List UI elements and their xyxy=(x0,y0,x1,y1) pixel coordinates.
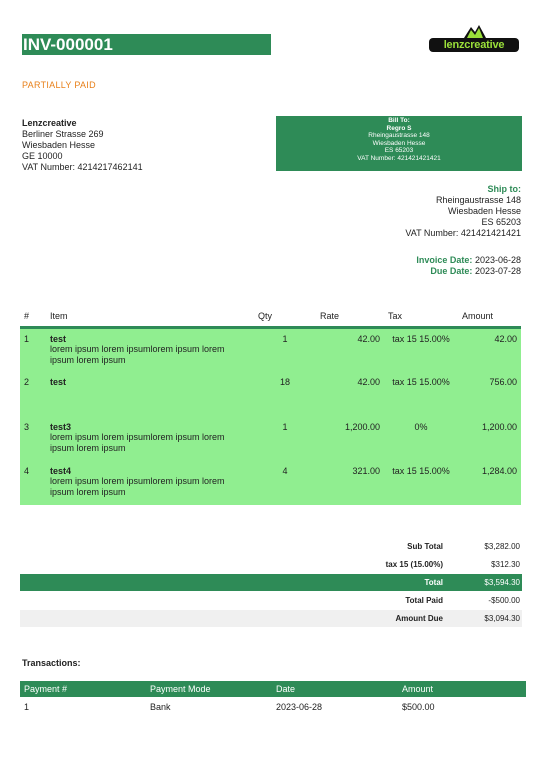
ship-to-street: Rheingaustrasse 148 xyxy=(435,195,521,205)
due-date-value: 2023-07-28 xyxy=(474,266,521,276)
row-amount: 42.00 xyxy=(458,328,521,372)
seller-address xyxy=(22,118,143,173)
row-qty: 1 xyxy=(254,417,316,461)
col-mode: Payment Mode xyxy=(146,681,272,697)
col-item: Item xyxy=(46,307,254,328)
seller-zip: GE 10000 xyxy=(22,151,63,161)
tax-row xyxy=(20,556,522,573)
bill-to-vat: VAT Number: 421421421421 xyxy=(357,154,441,162)
bill-to-label: Bill To: xyxy=(388,117,410,124)
seller-street: Berliner Strasse 269 xyxy=(22,129,104,139)
row-tax: tax 15 15.00% xyxy=(384,328,458,372)
table-row xyxy=(20,328,521,372)
bill-to-zip: ES 65203 xyxy=(384,147,414,155)
col-rate: Rate xyxy=(316,307,384,328)
subtotal-label: Sub Total xyxy=(407,542,443,551)
subtotal-row xyxy=(20,538,522,555)
invoice-dates xyxy=(416,255,521,277)
ship-to-vat: VAT Number: 421421421421 xyxy=(405,228,521,238)
amount-due-row xyxy=(20,610,522,627)
due-value: $3,094.30 xyxy=(484,614,520,623)
row-amount: 1,284.00 xyxy=(458,461,521,505)
tx-mode: Bank xyxy=(150,702,171,712)
tx-date: 2023-06-28 xyxy=(276,702,323,712)
due-date-label: Due Date: xyxy=(430,266,473,276)
items-header-row xyxy=(20,307,521,328)
item-desc: lorem ipsum lorem ipsumlorem ipsum lorem ipsum lorem ipsum xyxy=(50,431,225,453)
status-label: PARTIALLY PAID xyxy=(22,80,96,90)
invoice-date-value: 2023-06-28 xyxy=(474,255,521,265)
row-num: 1 xyxy=(20,328,46,372)
row-tax: 0% xyxy=(384,417,458,461)
col-amount: Amount xyxy=(458,307,521,328)
col-num: # xyxy=(20,307,46,328)
bill-to-name: Regro S xyxy=(386,124,412,132)
bill-to-street: Rheingaustrasse 148 xyxy=(368,132,430,140)
paid-label: Total Paid xyxy=(405,596,443,605)
row-tax: tax 15 15.00% xyxy=(384,461,458,505)
tax-label: tax 15 (15.00%) xyxy=(385,560,443,569)
row-rate: 321.00 xyxy=(316,461,384,505)
item-desc: lorem ipsum lorem ipsumlorem ipsum lorem ipsum lorem ipsum xyxy=(50,344,225,365)
item-name: test xyxy=(50,376,67,387)
tax-value: $312.30 xyxy=(491,560,520,569)
ship-to-zip: ES 65203 xyxy=(481,217,521,227)
paid-row xyxy=(20,592,522,609)
item-name: test4 xyxy=(50,465,72,476)
row-item xyxy=(46,328,254,372)
transactions-title: Transactions: xyxy=(22,658,81,668)
bill-to-city: Wiesbaden Hesse xyxy=(372,139,426,147)
row-amount: 1,200.00 xyxy=(458,417,521,461)
tx-payment: 1 xyxy=(24,702,30,712)
ship-to-label: Ship to: xyxy=(487,184,521,194)
tx-amount: $500.00 xyxy=(402,702,435,712)
total-value: $3,594.30 xyxy=(484,578,520,587)
row-item xyxy=(46,461,254,505)
col-payment: Payment # xyxy=(20,681,146,697)
paid-value: -$500.00 xyxy=(488,596,520,605)
total-row xyxy=(20,574,522,591)
row-item xyxy=(46,417,254,461)
row-rate: 42.00 xyxy=(316,328,384,372)
invoice-number: INV-000001 xyxy=(22,34,271,55)
row-qty: 4 xyxy=(254,461,316,505)
due-label: Amount Due xyxy=(395,614,443,623)
row-item xyxy=(46,372,254,417)
mountain-icon xyxy=(464,24,486,38)
subtotal-value: $3,282.00 xyxy=(484,542,520,551)
table-row xyxy=(20,697,526,717)
item-name: test3 xyxy=(50,421,72,432)
ship-to-city: Wiesbaden Hesse xyxy=(447,206,521,216)
row-qty: 18 xyxy=(254,372,316,417)
row-amount: 756.00 xyxy=(458,372,521,417)
row-num: 4 xyxy=(20,461,46,505)
row-rate: 1,200.00 xyxy=(316,417,384,461)
table-row xyxy=(20,461,521,505)
items-table xyxy=(20,307,521,505)
total-label: Total xyxy=(424,578,443,587)
table-row xyxy=(20,372,521,417)
col-tax: Tax xyxy=(384,307,458,328)
table-row xyxy=(20,417,521,461)
transactions-header-row xyxy=(20,681,526,697)
logo-text: lenzcreative xyxy=(429,38,519,52)
col-amount: Amount xyxy=(398,681,526,697)
col-qty: Qty xyxy=(254,307,316,328)
row-rate: 42.00 xyxy=(316,372,384,417)
company-logo xyxy=(429,24,519,54)
seller-vat: VAT Number: 4214217462141 xyxy=(22,162,143,172)
row-qty: 1 xyxy=(254,328,316,372)
row-num: 2 xyxy=(20,372,46,417)
row-num: 3 xyxy=(20,417,46,461)
item-desc: lorem ipsum lorem ipsumlorem ipsum lorem ipsum lorem ipsum xyxy=(50,475,225,497)
col-date: Date xyxy=(272,681,398,697)
ship-to-block xyxy=(405,184,521,239)
row-tax: tax 15 15.00% xyxy=(384,372,458,417)
item-name: test xyxy=(50,334,67,344)
seller-name: Lenzcreative xyxy=(22,118,77,128)
transactions-table xyxy=(20,681,526,717)
bill-to-box xyxy=(276,116,522,171)
invoice-date-label: Invoice Date: xyxy=(416,255,473,265)
seller-city: Wiesbaden Hesse xyxy=(22,140,96,150)
